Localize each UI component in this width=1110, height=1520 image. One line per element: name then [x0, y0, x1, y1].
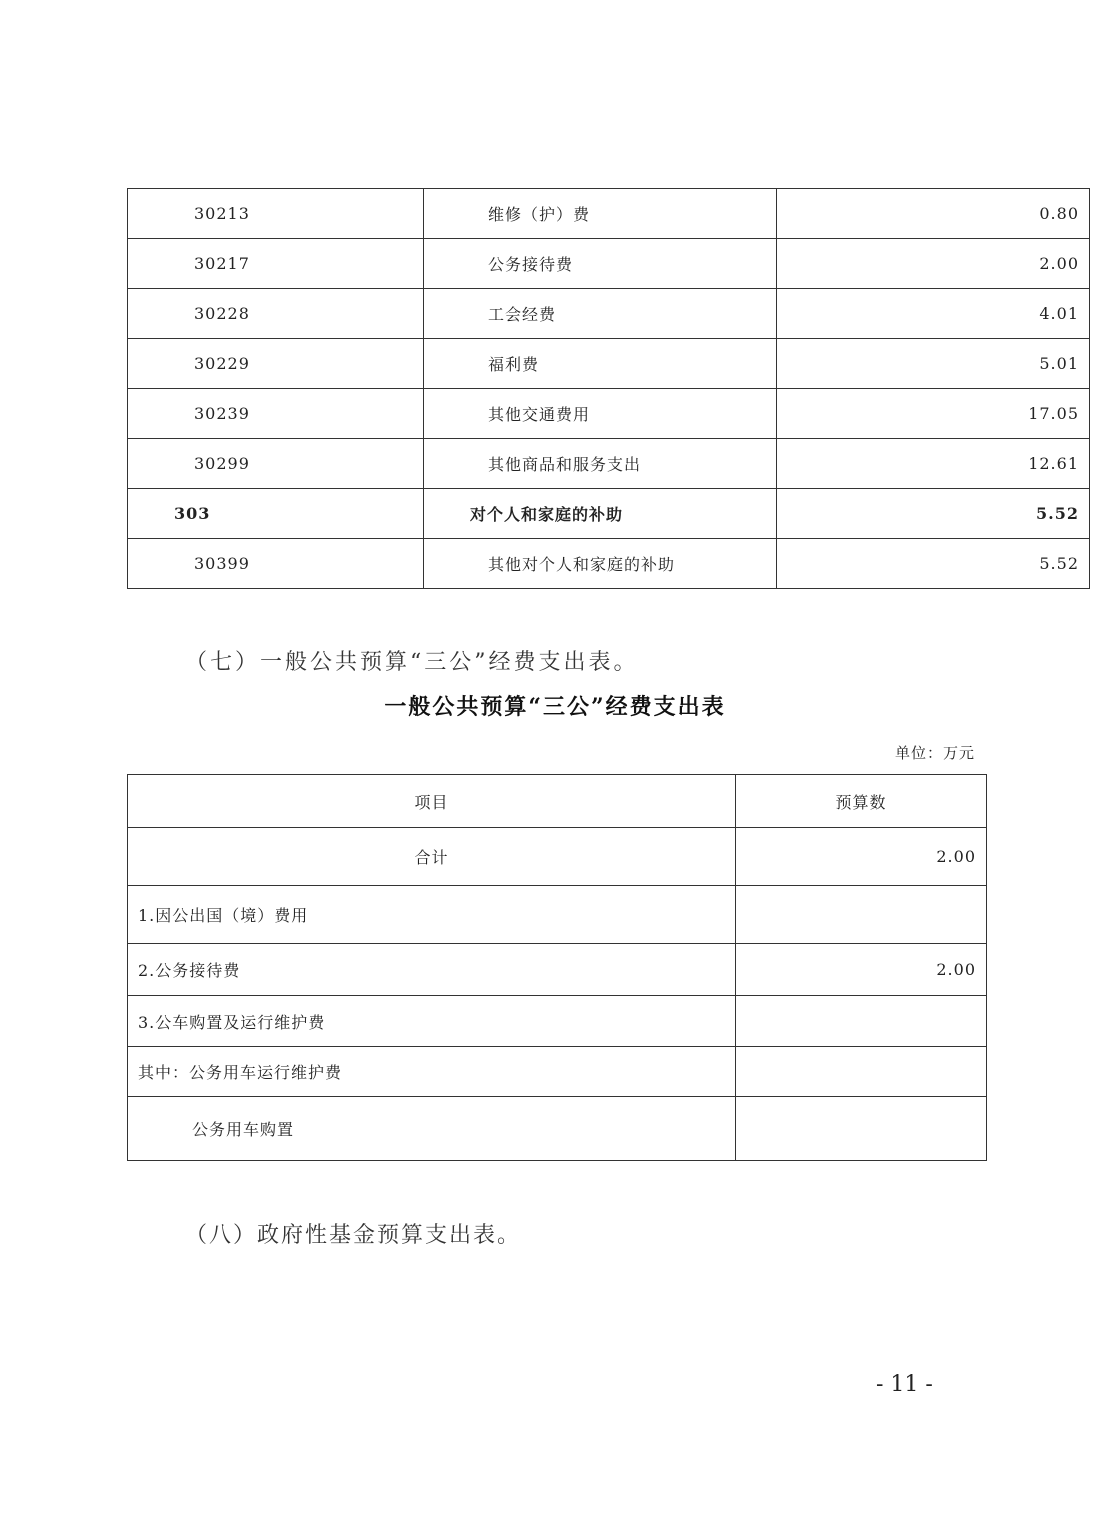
expense-amount: 5.01 [777, 339, 1090, 389]
row-value [736, 1047, 987, 1097]
sangong-table [127, 774, 987, 1161]
expense-amount: 0.80 [777, 189, 1090, 239]
table-row [128, 886, 987, 944]
table-row-total [128, 828, 987, 886]
total-value: 2.00 [736, 828, 987, 886]
table-row [128, 944, 987, 996]
row-item: 3.公车购置及运行维护费 [128, 996, 736, 1047]
expense-code: 30299 [128, 439, 424, 489]
table-row [128, 996, 987, 1047]
row-item: 2.公务接待费 [128, 944, 736, 996]
table-row [128, 239, 1090, 289]
expense-name: 福利费 [424, 339, 777, 389]
expense-name: 其他交通费用 [424, 389, 777, 439]
expense-name: 其他商品和服务支出 [424, 439, 777, 489]
unit-label: 单位：万元 [894, 744, 975, 762]
expense-code: 30229 [128, 339, 424, 389]
row-value [736, 1097, 987, 1161]
expense-code: 303 [128, 489, 424, 539]
expense-code: 30239 [128, 389, 424, 439]
expense-code: 30213 [128, 189, 424, 239]
expense-amount: 12.61 [777, 439, 1090, 489]
expense-amount: 4.01 [777, 289, 1090, 339]
expense-name: 对个人和家庭的补助 [424, 489, 777, 539]
row-value: 2.00 [736, 944, 987, 996]
table-row [128, 339, 1090, 389]
table-row [128, 1097, 987, 1161]
table-row-subtotal [128, 489, 1090, 539]
section-7-heading: （七）一般公共预算“三公”经费支出表。 [185, 650, 639, 675]
row-item: 1.因公出国（境）费用 [128, 886, 736, 944]
row-item: 其中：公务用车运行维护费 [128, 1047, 736, 1097]
table-row [128, 439, 1090, 489]
section-8-heading: （八）政府性基金预算支出表。 [185, 1223, 522, 1248]
row-value [736, 996, 987, 1047]
row-item: 公务用车购置 [128, 1097, 736, 1161]
header-value: 预算数 [736, 775, 987, 828]
table-row [128, 189, 1090, 239]
expense-code: 30228 [128, 289, 424, 339]
expense-name: 其他对个人和家庭的补助 [424, 539, 777, 589]
expense-name: 维修（护）费 [424, 189, 777, 239]
row-value [736, 886, 987, 944]
total-item: 合计 [128, 828, 736, 886]
expense-amount: 17.05 [777, 389, 1090, 439]
table-title: 一般公共预算“三公”经费支出表 [384, 694, 726, 720]
table-row [128, 1047, 987, 1097]
table-row [128, 289, 1090, 339]
page-number: - 11 - [876, 1372, 933, 1397]
expense-amount: 5.52 [777, 489, 1090, 539]
table-header-row [128, 775, 987, 828]
expense-name: 公务接待费 [424, 239, 777, 289]
expense-amount: 5.52 [777, 539, 1090, 589]
expense-table [127, 188, 1090, 589]
expense-code: 30217 [128, 239, 424, 289]
expense-code: 30399 [128, 539, 424, 589]
expense-amount: 2.00 [777, 239, 1090, 289]
table-row [128, 539, 1090, 589]
expense-name: 工会经费 [424, 289, 777, 339]
table-row [128, 389, 1090, 439]
header-item: 项目 [128, 775, 736, 828]
